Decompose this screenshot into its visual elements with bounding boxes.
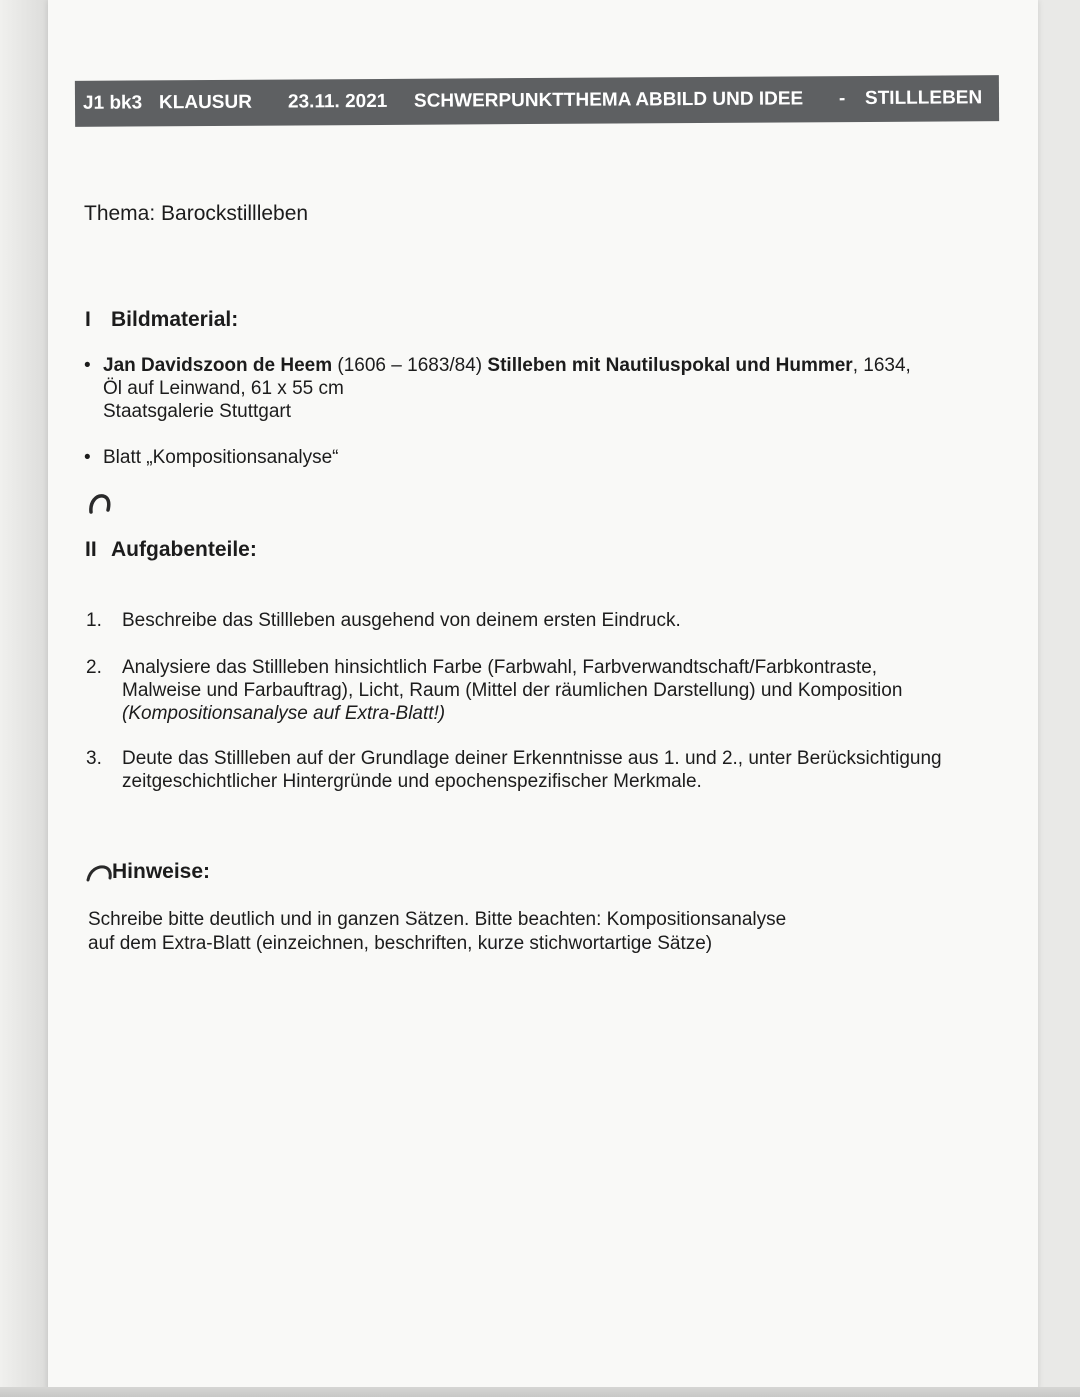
page-bottom-shadow [0,1387,1080,1397]
hints-line1: Schreibe bitte deutlich und in ganzen Sätzen. Bitte beachten: Kompositionsanalyse [88,909,787,930]
header-course: J1 bk3 [82,92,143,114]
bullet-dot-2: • [84,447,91,468]
bildmaterial-item-worksheet: Blatt „Kompositionsanalyse“ [103,447,339,468]
header-type: KLAUSUR [158,91,252,114]
task-text-line1: Analysiere das Stillleben hinsichtlich Farbe (Farbwahl, Farbverwandtschaft/Farbkontraste, [122,657,878,678]
bullet-dot-1: • [84,355,91,376]
section-aufgabenteile-heading [85,538,257,562]
task-text: Beschreibe das Stillleben ausgehend von deinem ersten Eindruck. [122,610,681,631]
task-text-line2: Malweise und Farbauftrag), Licht, Raum (Mittel der räumlichen Darstellung) und Komposition [122,680,903,701]
task-number: 3. [86,748,102,769]
task-item-1 [86,609,681,632]
section-numeral: II [85,538,97,561]
task-number: 1. [86,610,102,631]
painting-year: , 1634, [852,355,911,376]
exam-header-bar [75,75,999,127]
painting-medium: Öl auf Leinwand, 61 x 55 cm [103,378,344,399]
section-numeral: I [85,308,91,331]
exam-theme: Thema: Barockstillleben [84,202,309,225]
painting-title: Stilleben mit Nautiluspokal und Hummer [487,355,853,376]
header-separator: - [838,88,846,110]
task-number: 2. [86,657,102,678]
artist-years: (1606 – 1683/84) [332,355,488,376]
painting-location: Staatsgalerie Stuttgart [103,401,291,422]
task-text-line3: (Kompositionsanalyse auf Extra-Blatt!) [122,703,446,724]
section-title: Bildmaterial: [111,308,239,331]
task-text-line1: Deute das Stillleben auf der Grundlage deiner Erkenntnisse aus 1. und 2., unter Berücksichtigung [122,748,942,769]
task-item-2 [86,656,902,725]
section-bildmaterial-heading [85,308,238,332]
pencil-mark-icon [86,862,112,882]
hints-line2: auf dem Extra-Blatt (einzeichnen, beschriften, kurze stichwortartige Sätze) [88,933,713,954]
pencil-mark-icon [88,492,112,514]
artist-name: Jan Davidszoon de Heem [103,355,333,376]
task-text-line2: zeitgeschichtlicher Hintergründe und epochenspezifischer Merkmale. [122,771,702,792]
task-item-3 [86,747,942,793]
section-title: Aufgabenteile: [111,538,257,561]
page-edge-shadow [0,0,48,1397]
bildmaterial-item-painting [103,354,911,423]
header-date: 23.11. 2021 [287,90,388,113]
header-topic: STILLLEBEN [864,87,983,109]
hints-text [88,908,786,956]
header-focus: SCHWERPUNKTTHEMA ABBILD UND IDEE [413,88,804,112]
hints-heading: Hinweise: [112,860,211,883]
